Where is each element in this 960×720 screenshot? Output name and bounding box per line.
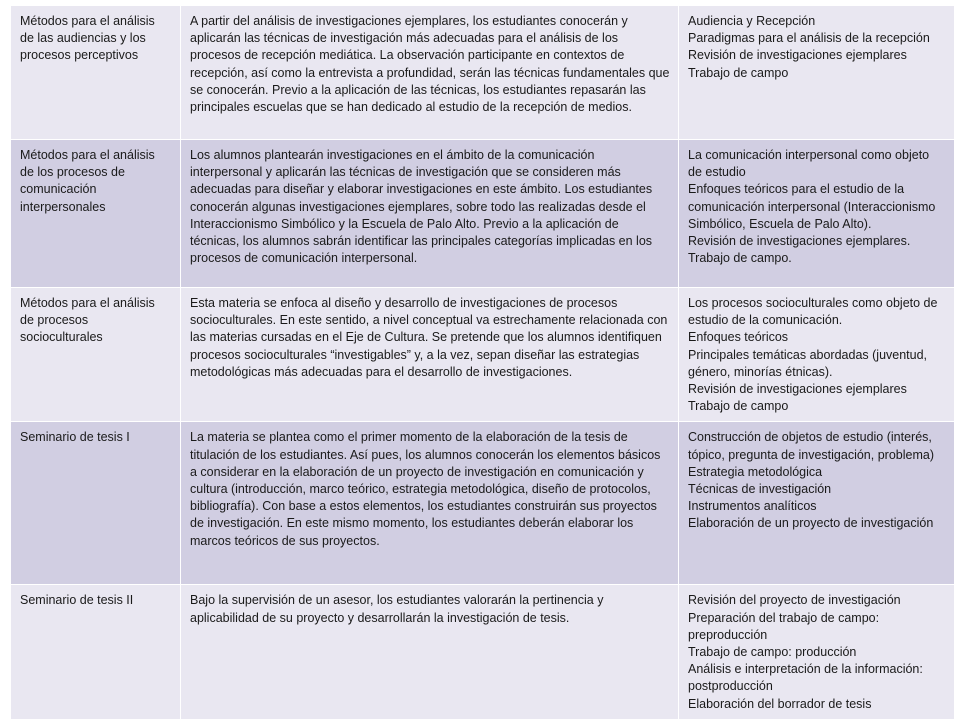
topic-item: Enfoques teóricos para el estudio de la comunicación interpersonal (Interaccionismo Simbólico, Escuela de Palo Alto). <box>688 182 936 231</box>
topic-item: Paradigmas para el análisis de la recepción <box>688 31 930 46</box>
topic-item: Trabajo de campo. <box>688 251 792 266</box>
topic-item: Trabajo de campo: producción <box>688 645 857 660</box>
subject-cell: Seminario de tesis I <box>11 422 181 585</box>
topic-item: Trabajo de campo <box>688 65 789 80</box>
description-cell: La materia se plantea como el primer momento de la elaboración de la tesis de titulación de los estudiantes. Así pues, los alumnos conocerán los elementos básicos a considerar en la elaboración de un proyecto de investigación en comunicación y cultura (introducción, marco teórico, estrategia metodológica, diseño de protocolos, bibliografía). Con base a estos elementos, los estudiantes construirán sus proyectos de investigación. En este mismo momento, los estudiantes deberán elaborar los marcos teóricos de sus proyectos. <box>181 422 679 585</box>
table-row <box>11 585 955 719</box>
subject-cell: Seminario de tesis II <box>11 585 181 719</box>
topics-cell <box>679 288 955 422</box>
curriculum-table-container <box>10 5 954 720</box>
topic-item: Revisión de investigaciones ejemplares <box>688 48 907 63</box>
topic-item: Elaboración de un proyecto de investigación <box>688 516 934 531</box>
subject-cell: Métodos para el análisis de los procesos de comunicación interpersonales <box>11 140 181 288</box>
topic-item: Elaboración del borrador de tesis <box>688 696 872 711</box>
topic-item: Los procesos socioculturales como objeto de estudio de la comunicación. <box>688 296 938 328</box>
topic-item: Análisis e interpretación de la información: postproducción <box>688 662 923 694</box>
topic-item: La comunicación interpersonal como objeto de estudio <box>688 148 930 180</box>
description-cell: Los alumnos plantearán investigaciones en el ámbito de la comunicación interpersonal y aplicarán las técnicas de investigación que se consideren más adecuadas para diseñar y elaborar investigaciones en este ámbito. Los estudiantes conocerán algunas investigaciones ejemplares, sobre todo las realizadas desde el Interaccionismo Simbólico y la Escuela de Palo Alto. Previo a la aplicación de técnicas, los alumnos sabrán identificar las principales categorías implicadas en los procesos de comunicación interpersonal. <box>181 140 679 288</box>
topic-item: Revisión de investigaciones ejemplares <box>688 382 907 397</box>
table-row <box>11 6 955 140</box>
topics-cell <box>679 585 955 719</box>
description-cell: Bajo la supervisión de un asesor, los estudiantes valorarán la pertinencia y aplicabilidad de su proyecto y desarrollarán la investigación de tesis. <box>181 585 679 719</box>
topics-cell <box>679 140 955 288</box>
topic-item: Preparación del trabajo de campo: preproducción <box>688 610 880 642</box>
subject-cell: Métodos para el análisis de las audiencias y los procesos perceptivos <box>11 6 181 140</box>
topic-item: Revisión del proyecto de investigación <box>688 593 901 608</box>
topic-item: Estrategia metodológica <box>688 464 823 479</box>
description-cell: A partir del análisis de investigaciones ejemplares, los estudiantes conocerán y aplicarán las técnicas de investigación más adecuadas para el análisis de los procesos de recepción mediática. La observación participante en contextos de recepción, así como la entrevista a profundidad, serán las técnicas fundamentales que se conocerán. Previo a la aplicación de las técnicas, los estudiantes repasarán las principales escuelas que se han dedicado al estudio de la recepción de medios. <box>181 6 679 140</box>
topic-item: Audiencia y Recepción <box>688 14 816 28</box>
table-row <box>11 288 955 422</box>
table-row <box>11 422 955 585</box>
topic-item: Instrumentos analíticos <box>688 499 817 514</box>
curriculum-table <box>10 5 955 720</box>
topics-cell <box>679 422 955 585</box>
description-cell: Esta materia se enfoca al diseño y desarrollo de investigaciones de procesos socioculturales. En este sentido, a nivel conceptual va estrechamente relacionada con las materias cursadas en el Eje de Cultura. Se pretende que los alumnos identifiquen procesos socioculturales “investigables” y, a la vez, sepan diseñar las estrategias metodológicas más adecuadas para el desarrollo de investigaciones. <box>181 288 679 422</box>
topic-item: Enfoques teóricos <box>688 330 789 345</box>
topic-item: Técnicas de investigación <box>688 482 832 497</box>
topics-cell <box>679 6 955 140</box>
topic-item: Construcción de objetos de estudio (interés, tópico, pregunta de investigación, problema) <box>688 430 934 462</box>
topic-item: Principales temáticas abordadas (juventud, género, minorías étnicas). <box>688 347 928 379</box>
topic-item: Revisión de investigaciones ejemplares. <box>688 234 911 249</box>
table-row <box>11 140 955 288</box>
topic-item: Trabajo de campo <box>688 399 789 414</box>
subject-cell: Métodos para el análisis de procesos socioculturales <box>11 288 181 422</box>
